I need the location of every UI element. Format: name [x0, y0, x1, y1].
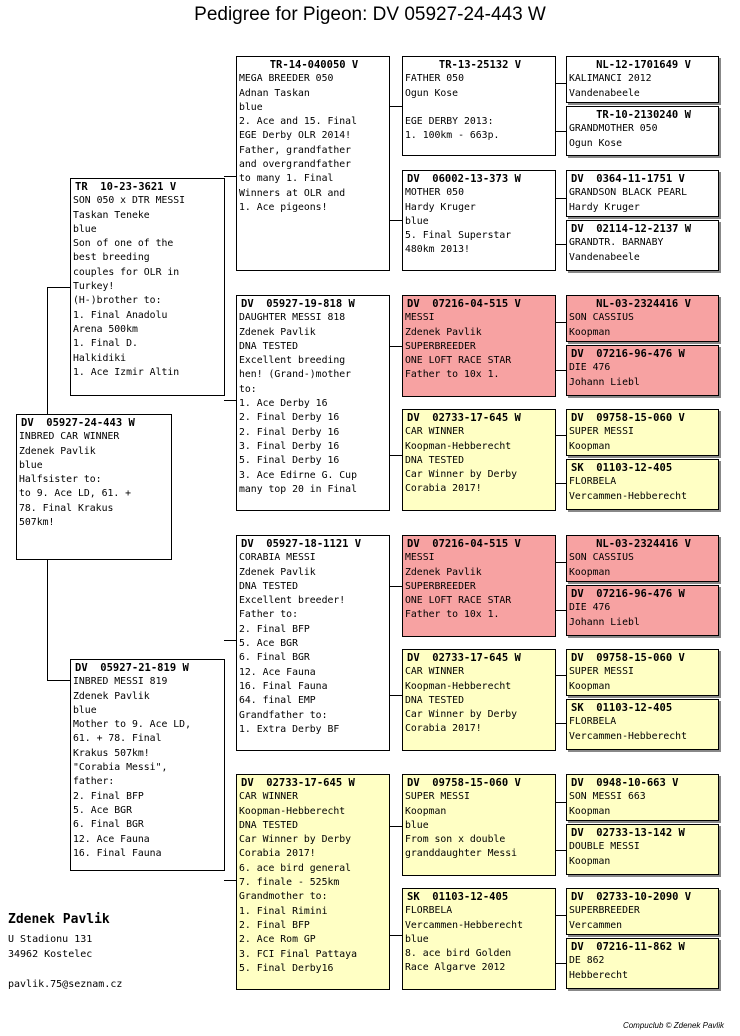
- ring-number: SK 01103-12-405: [571, 462, 673, 474]
- connector-line: [389, 826, 402, 827]
- owner-name: Zdenek Pavlik: [8, 912, 110, 927]
- page-title: Pedigree for Pigeon: DV 05927-24-443 W: [194, 4, 546, 25]
- ring-number: DV 07216-11-862 W: [571, 941, 685, 953]
- ring-number: DV 07216-96-476 W: [571, 348, 685, 360]
- pedigree-card-gen4[interactable]: [566, 774, 719, 821]
- connector-line: [224, 640, 236, 641]
- ring-number: NL-03-2324416 V: [596, 298, 691, 310]
- connector-line: [555, 963, 566, 964]
- bird-details: MEGA BREEDER 050 Adnan Taskan blue 2. Ace and 15. Final EGE Derby OLR 2014! Father, grandfather and overgrandfather to many 1. Final Winners at OLR and 1. Ace pigeons!: [239, 73, 357, 213]
- connector-line: [47, 287, 48, 414]
- connector-line: [47, 560, 48, 680]
- ring-number: DV 07216-04-515 V: [407, 538, 521, 550]
- connector-line: [555, 915, 566, 916]
- bird-details: CAR WINNER Koopman-Hebberecht DNA TESTED Car Winner by Derby Corabia 2017!: [405, 666, 518, 735]
- connector-line: [224, 400, 236, 401]
- bird-details: CAR WINNER Koopman-Hebberecht DNA TESTED Car Winner by Derby Corabia 2017!: [405, 426, 518, 495]
- pedigree-card-gen4[interactable]: [566, 56, 719, 103]
- pedigree-card-dam-sire[interactable]: [236, 535, 390, 751]
- bird-details: SUPER MESSI Koopman: [569, 666, 634, 692]
- pedigree-card-gen4[interactable]: [566, 699, 719, 750]
- connector-line: [389, 220, 402, 221]
- ring-number: DV 06002-13-373 W: [407, 173, 521, 185]
- ring-number: NL-12-1701649 V: [596, 59, 691, 71]
- pedigree-card-gen4[interactable]: [566, 824, 719, 875]
- bird-details: SON CASSIUS Koopman: [569, 312, 634, 338]
- pedigree-card-gen3[interactable]: [402, 170, 556, 271]
- connector-line: [47, 287, 70, 288]
- pedigree-card-gen4[interactable]: [566, 409, 719, 456]
- pedigree-card-gen4[interactable]: [566, 585, 719, 636]
- owner-city: 34962 Kostelec: [8, 949, 93, 960]
- ring-number: DV 02733-17-645 W: [407, 412, 521, 424]
- pedigree-card-subject[interactable]: [16, 414, 172, 560]
- ring-number: DV 05927-24-443 W: [21, 417, 135, 429]
- pedigree-card-gen4[interactable]: [566, 938, 719, 989]
- bird-details: FLORBELA Vercammen-Hebberecht: [569, 476, 687, 502]
- pedigree-card-dam[interactable]: [70, 659, 225, 871]
- ring-number: DV 02114-12-2137 W: [571, 223, 692, 235]
- bird-details: FLORBELA Vercammen-Hebberecht: [569, 716, 687, 742]
- connector-line: [555, 370, 566, 371]
- connector-line: [555, 483, 566, 484]
- connector-line: [555, 198, 566, 199]
- pedigree-card-gen4[interactable]: [566, 345, 719, 396]
- ring-number: DV 05927-18-1121 V: [241, 538, 362, 550]
- connector-line: [555, 850, 566, 851]
- pedigree-card-gen4[interactable]: [566, 535, 719, 582]
- ring-number: DV 05927-21-819 W: [75, 662, 189, 674]
- bird-details: INBRED MESSI 819 Zdenek Pavlik blue Mother to 9. Ace LD, 61. + 78. Final Krakus 507km! "Corabia Messi", father: 2. Final BFP 5. Ace BGR 6. Final BGR 12. Ace Fauna 16. Final Fauna: [73, 676, 191, 859]
- pedigree-card-dam-dam[interactable]: [236, 774, 390, 990]
- bird-details: SUPER MESSI Koopman: [569, 426, 634, 452]
- pedigree-card-gen4[interactable]: [566, 170, 719, 217]
- bird-details: MESSI Zdenek Pavlik SUPERBREEDER ONE LOFT RACE STAR Father to 10x 1.: [405, 312, 512, 381]
- bird-details: FATHER 050 Ogun Kose EGE DERBY 2013: 1. 100km - 663p.: [405, 73, 500, 142]
- ring-number: DV 07216-04-515 V: [407, 298, 521, 310]
- ring-number: DV 07216-96-476 W: [571, 588, 685, 600]
- ring-number: SK 01103-12-405: [407, 891, 509, 903]
- ring-number: TR 10-23-3621 V: [75, 181, 177, 193]
- pedigree-card-gen3[interactable]: [402, 295, 556, 397]
- ring-number: SK 01103-12-405: [571, 702, 673, 714]
- pedigree-card-gen3[interactable]: [402, 888, 556, 990]
- bird-details: MOTHER 050 Hardy Kruger blue 5. Final Superstar 480km 2013!: [405, 187, 512, 256]
- connector-line: [555, 131, 566, 132]
- connector-line: [389, 346, 402, 347]
- connector-line: [389, 455, 402, 456]
- pedigree-card-gen4[interactable]: [566, 220, 719, 271]
- ring-number: DV 02733-17-645 W: [241, 777, 355, 789]
- connector-line: [555, 83, 566, 84]
- connector-line: [555, 244, 566, 245]
- ring-number: DV 02733-13-142 W: [571, 827, 685, 839]
- ring-number: DV 02733-10-2090 V: [571, 891, 692, 903]
- ring-number: DV 09758-15-060 V: [571, 412, 685, 424]
- connector-line: [224, 880, 236, 881]
- connector-line: [555, 723, 566, 724]
- ring-number: TR-13-25132 V: [438, 59, 522, 71]
- pedigree-card-gen3[interactable]: [402, 774, 556, 876]
- footer-credit: Compuclub © Zdenek Pavlik: [622, 1021, 724, 1030]
- bird-details: SON MESSI 663 Koopman: [569, 791, 646, 817]
- bird-details: SUPER MESSI Koopman blue From son x double granddaughter Messi: [405, 791, 518, 860]
- pedigree-card-sire-sire[interactable]: [236, 56, 390, 271]
- connector-line: [555, 610, 566, 611]
- owner-email[interactable]: pavlik.75@seznam.cz: [8, 979, 123, 990]
- pedigree-card-gen4[interactable]: [566, 106, 719, 156]
- bird-details: CORABIA MESSI Zdenek Pavlik DNA TESTED Excellent breeder! Father to: 2. Final BFP 5. Ace BGR 6. Final BGR 12. Ace Fauna 16. Final Fauna 64. final EMP Grandfather to: 1. Extra Derby BF: [239, 552, 346, 735]
- bird-details: GRANDMOTHER 050 Ogun Kose: [569, 123, 658, 149]
- bird-details: SON 050 x DTR MESSI Taskan Teneke blue Son of one of the best breeding couples for OLR in Turkey! (H-)brother to: 1. Final Anadolu Arena 500km 1. Final D. Halkidiki 1. Ace Izmir Altin: [73, 195, 186, 378]
- connector-line: [555, 675, 566, 676]
- connector-line: [389, 935, 402, 936]
- bird-details: DE 862 Hebberecht: [569, 955, 628, 981]
- ring-number: DV 0364-11-1751 V: [571, 173, 685, 185]
- bird-details: DIE 476 Johann Liebl: [569, 362, 640, 388]
- bird-details: CAR WINNER Koopman-Hebberecht DNA TESTED Car Winner by Derby Corabia 2017! 6. ace bird general 7. finale - 525km Grandmother to: 1. Final Rimini 2. Final BFP 2. Ace Rom GP 3. FCI Final Pattaya 5. Final Derby16: [239, 791, 357, 974]
- connector-line: [389, 586, 402, 587]
- pedigree-card-gen4[interactable]: [566, 888, 719, 935]
- connector-line: [389, 106, 402, 107]
- ring-number: DV 09758-15-060 V: [571, 652, 685, 664]
- pedigree-card-sire-dam[interactable]: [236, 295, 390, 511]
- pedigree-card-gen4[interactable]: [566, 649, 719, 696]
- bird-details: DAUGHTER MESSI 818 Zdenek Pavlik DNA TESTED Excellent breeding hen! (Grand-)mother to: 1. Ace Derby 16 2. Final Derby 16 2. Final Derby 16 3. Final Derby 16 5. Final Derby 16 3. Ace Edirne G. Cup many top 20 in Final: [239, 312, 357, 495]
- bird-details: DOUBLE MESSI Koopman: [569, 841, 640, 867]
- bird-details: GRANDSON BLACK PEARL Hardy Kruger: [569, 187, 687, 213]
- pedigree-card-gen3[interactable]: [402, 409, 556, 511]
- pedigree-card-sire[interactable]: [70, 178, 225, 396]
- ring-number: DV 0948-10-663 V: [571, 777, 679, 789]
- connector-line: [555, 435, 566, 436]
- ring-number: NL-03-2324416 V: [596, 538, 691, 550]
- bird-details: FLORBELA Vercammen-Hebberecht blue 8. ace bird Golden Race Algarve 2012: [405, 905, 523, 974]
- ring-number: DV 02733-17-645 W: [407, 652, 521, 664]
- owner-info: [8, 912, 122, 992]
- bird-details: DIE 476 Johann Liebl: [569, 602, 640, 628]
- ring-number: DV 05927-19-818 W: [241, 298, 355, 310]
- bird-details: GRANDTR. BARNABY Vandenabeele: [569, 237, 664, 263]
- pedigree-card-gen4[interactable]: [566, 295, 719, 342]
- connector-line: [555, 322, 566, 323]
- bird-details: SUPERBREEDER Vercammen: [569, 905, 640, 931]
- pedigree-card-gen3[interactable]: [402, 649, 556, 751]
- connector-line: [389, 695, 402, 696]
- pedigree-card-gen3[interactable]: [402, 56, 556, 156]
- ring-number: TR-14-040050 V: [269, 59, 359, 71]
- connector-line: [555, 562, 566, 563]
- bird-details: INBRED CAR WINNER Zdenek Pavlik blue Halfsister to: to 9. Ace LD, 61. + 78. Final Krakus 507km!: [19, 431, 132, 529]
- bird-details: KALIMANCI 2012 Vandenabeele: [569, 73, 652, 99]
- connector-line: [555, 802, 566, 803]
- connector-line: [47, 680, 70, 681]
- ring-number: TR-10-2130240 W: [596, 109, 691, 121]
- bird-details: MESSI Zdenek Pavlik SUPERBREEDER ONE LOFT RACE STAR Father to 10x 1.: [405, 552, 512, 621]
- bird-details: SON CASSIUS Koopman: [569, 552, 634, 578]
- ring-number: DV 09758-15-060 V: [407, 777, 521, 789]
- connector-line: [224, 176, 236, 177]
- pedigree-card-gen4[interactable]: [566, 459, 719, 510]
- pedigree-card-gen3[interactable]: [402, 535, 556, 637]
- owner-street: U Stadionu 131: [8, 934, 93, 945]
